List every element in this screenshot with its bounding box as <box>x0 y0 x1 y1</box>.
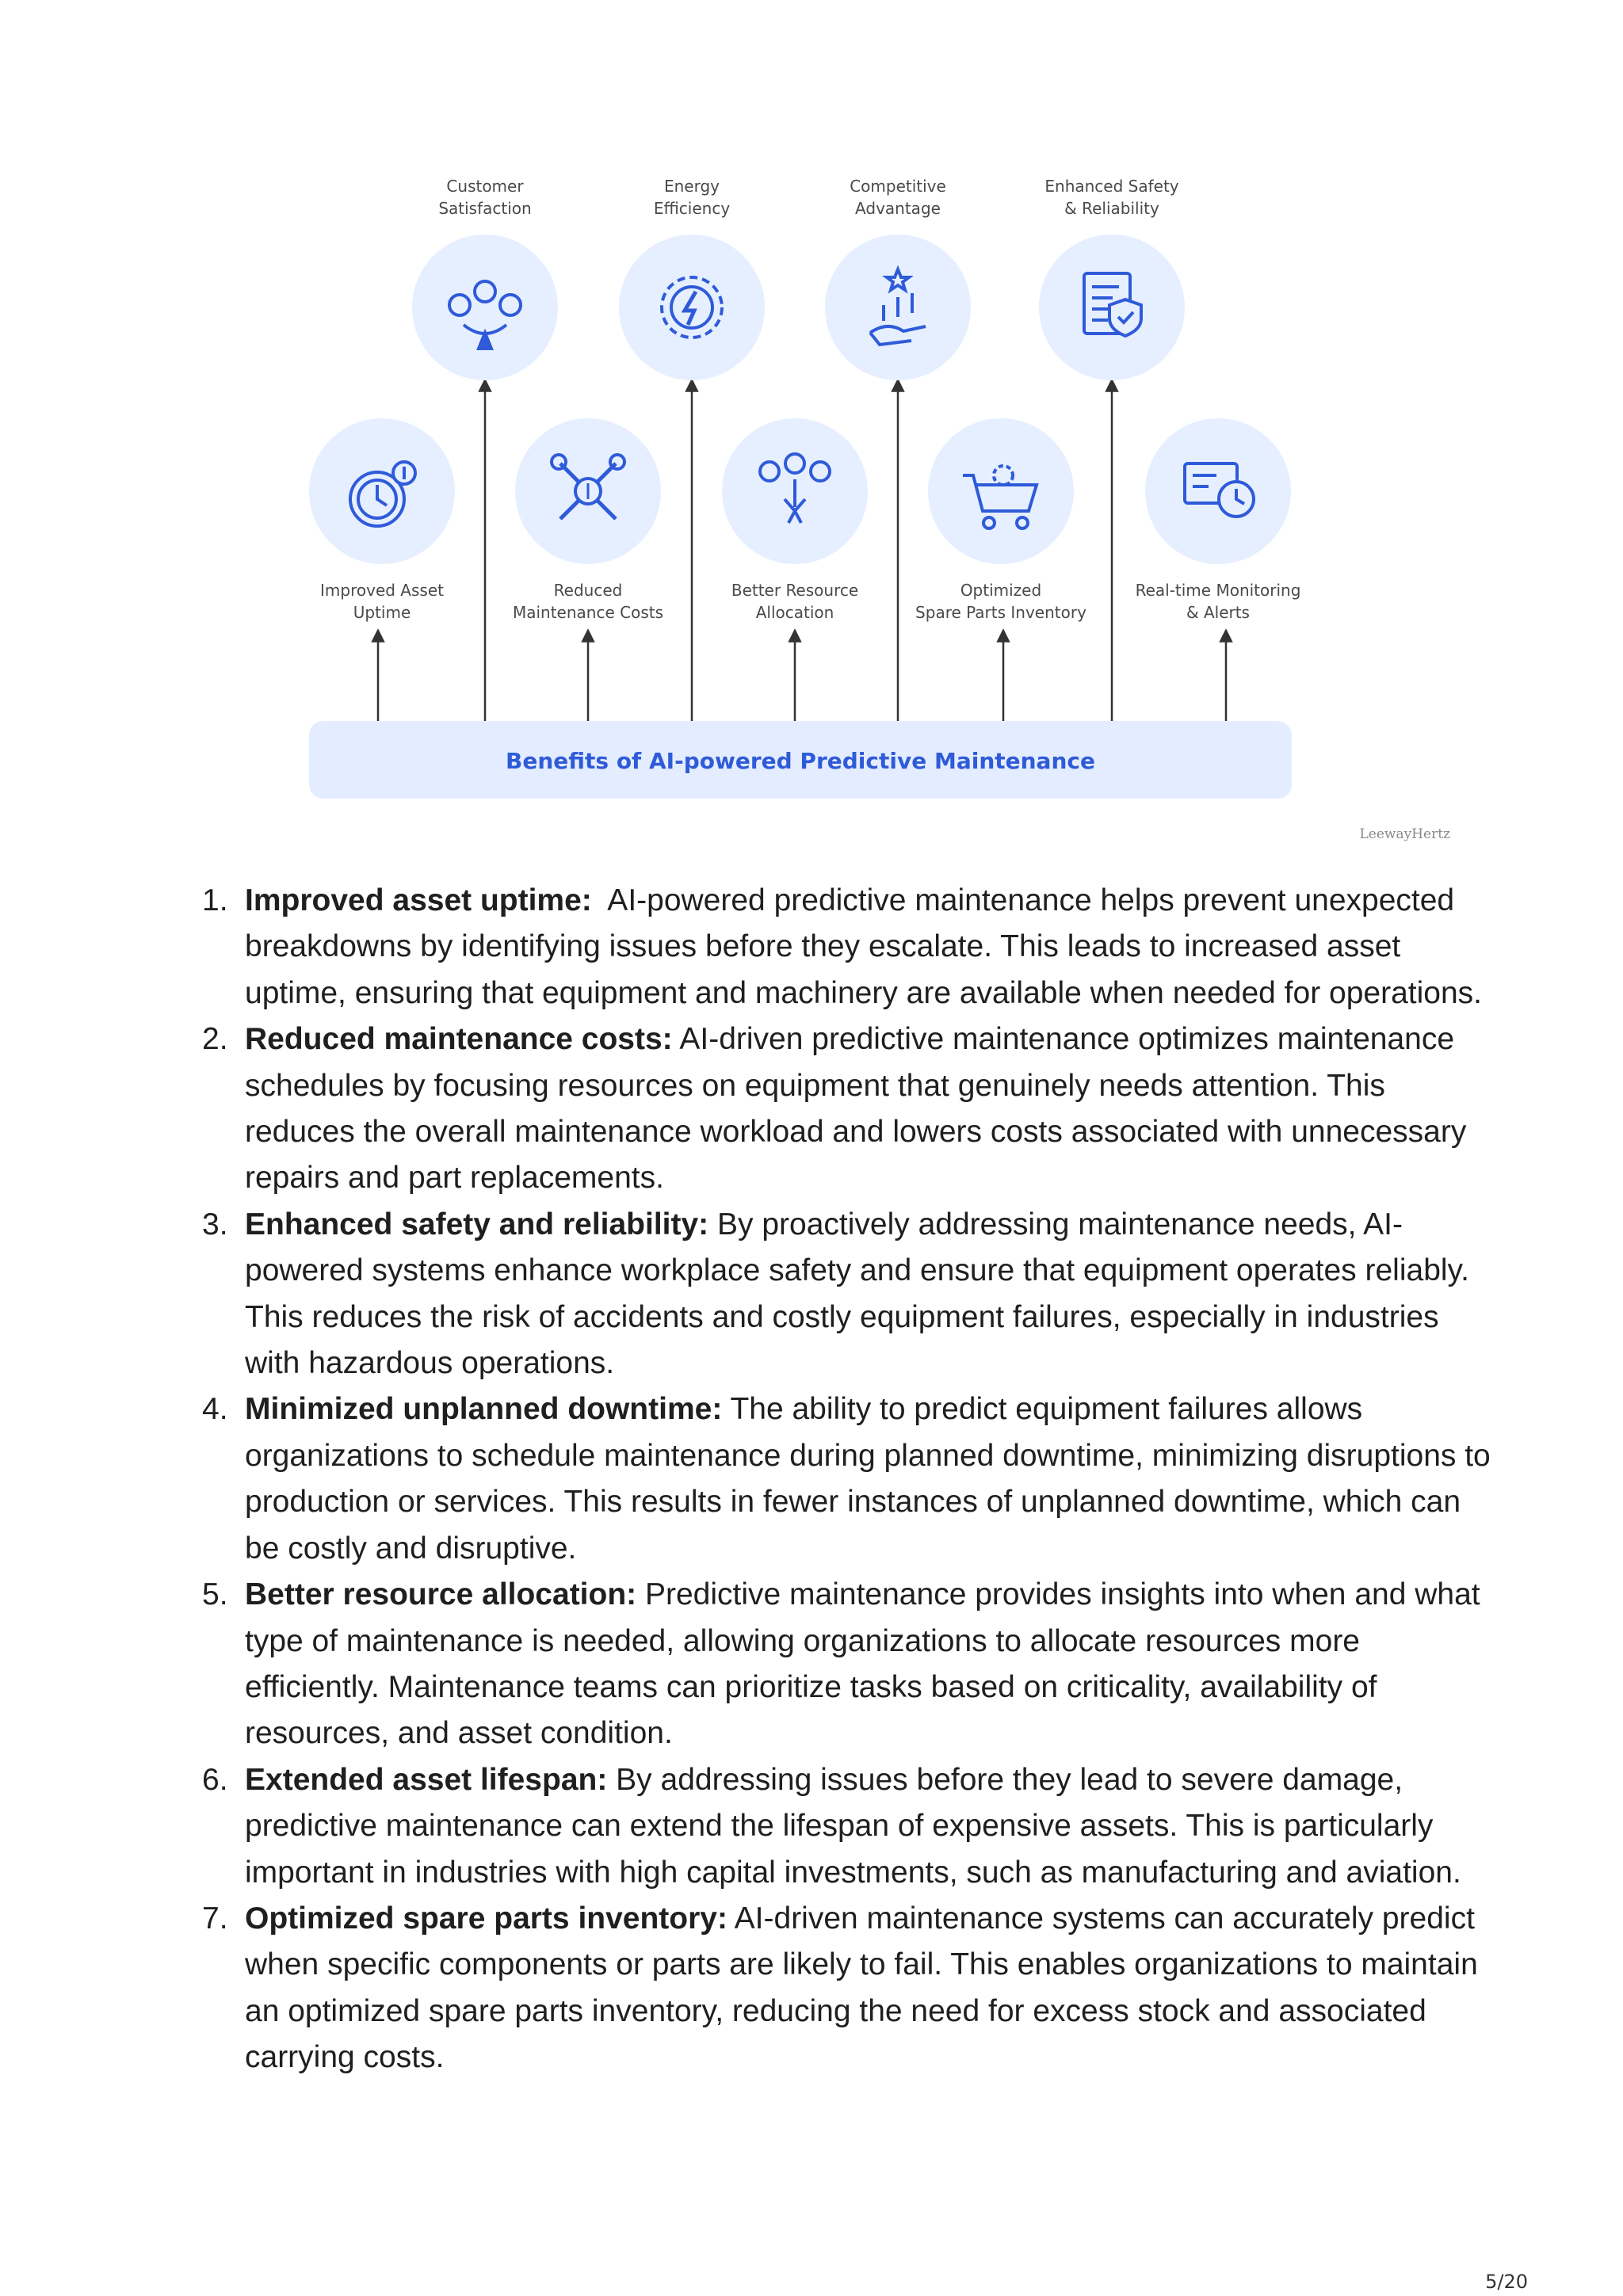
list-item-term: Better resource allocation: <box>245 1577 637 1612</box>
list-item-number: 6. <box>202 1762 228 1797</box>
node-label-line: Allocation <box>755 603 834 622</box>
list-item-text: AI-powered predictive maintenance helps prevent unexpected breakdowns by identifying issues before they escalate. This leads to increased asset uptime, ensuring that equipment and machinery are available when needed for operations. <box>245 883 1482 1010</box>
node-label-line: Real-time Monitoring <box>1135 581 1301 600</box>
page-number: 5/20 <box>1485 2271 1528 2293</box>
node-circle <box>412 235 558 380</box>
node-circle <box>619 235 765 380</box>
node-label-line: Customer <box>446 177 524 196</box>
list-item-text: AI-driven predictive maintenance optimizes maintenance schedules by focusing resources on equipment that genuinely needs attention. This reduces the overall maintenance workload and lowers costs associated with unnecessary repairs and part replacements. <box>245 1022 1467 1196</box>
list-item-text: The ability to predict equipment failures allows organizations to schedule maintenance during planned downtime, minimizing disruptions to production or services. This results in fewer instances of unplanned downtime, which can be costly and disruptive. <box>245 1392 1491 1566</box>
list-item-number: 2. <box>202 1022 228 1057</box>
watermark-logo: LeewayHertz <box>1359 826 1450 842</box>
node-label-line: & Reliability <box>1064 199 1159 218</box>
list-item <box>202 1757 1502 1896</box>
node-safety-reliability <box>1039 177 1185 380</box>
list-item-term: Enhanced safety and reliability: <box>245 1207 709 1241</box>
list-item <box>202 878 1502 1016</box>
node-circle <box>928 418 1074 564</box>
node-resource-allocation <box>722 418 868 622</box>
list-item-number: 1. <box>202 883 228 917</box>
node-competitive-advantage <box>825 177 971 380</box>
benefits-diagram <box>0 0 1623 871</box>
list-item-text: By addressing issues before they lead to severe damage, predictive maintenance can extend the lifespan of expensive assets. This is particularly important in industries with high capital investments, such as manufacturing and aviation. <box>245 1762 1461 1890</box>
node-label-line: Better Resource <box>731 581 859 600</box>
diagram-banner-title: Benefits of AI-powered Predictive Maintenance <box>506 748 1095 774</box>
list-item-text: By proactively addressing maintenance needs, AI-powered systems enhance workplace safety and ensure that equipment operates reliably. This reduces the risk of accidents and costly equipment failures, especially in industries with hazardous operations. <box>245 1207 1469 1381</box>
node-label-line: Reduced <box>553 581 623 600</box>
node-circle <box>1145 418 1291 564</box>
list-item-number: 7. <box>202 1901 228 1936</box>
node-label-line: Satisfaction <box>438 199 532 218</box>
node-asset-uptime <box>309 418 455 622</box>
node-label-line: Efficiency <box>653 199 731 218</box>
node-label-line: Spare Parts Inventory <box>915 603 1086 622</box>
list-item-term: Extended asset lifespan: <box>245 1762 608 1797</box>
node-label-line: Maintenance Costs <box>512 603 664 622</box>
node-label-line: Uptime <box>353 603 411 622</box>
list-item-number: 5. <box>202 1577 228 1612</box>
node-label-line: Competitive <box>850 177 946 196</box>
list-item-number: 3. <box>202 1207 228 1241</box>
node-label-line: Advantage <box>855 199 941 218</box>
list-item-term: Optimized spare parts inventory: <box>245 1901 727 1936</box>
list-item <box>202 1896 1502 2081</box>
node-maintenance-costs <box>513 418 663 622</box>
node-customer-satisfaction <box>412 177 558 380</box>
node-spare-parts <box>915 418 1086 622</box>
node-energy-efficiency <box>619 177 765 380</box>
node-circle <box>309 418 455 564</box>
list-item-text: AI-driven maintenance systems can accurately predict when specific components or parts are likely to fail. This enables organizations to maintain an optimized spare parts inventory, reducing the need for excess stock and associated carrying costs. <box>245 1901 1478 2075</box>
list-item-term: Improved asset uptime: <box>245 883 592 917</box>
node-label-line: Optimized <box>960 581 1042 600</box>
node-label-line: Improved Asset <box>320 581 444 600</box>
list-item-text: Predictive maintenance provides insights into when and what type of maintenance is needed, allowing organizations to allocate resources more efficiently. Maintenance teams can prioritize tasks based on criticality, availability of resources, and asset condition. <box>245 1577 1480 1751</box>
list-item <box>202 1016 1502 1202</box>
list-item-term: Reduced maintenance costs: <box>245 1022 673 1057</box>
list-item-number: 4. <box>202 1392 228 1427</box>
list-item <box>202 1202 1502 1387</box>
node-label-line: Enhanced Safety <box>1044 177 1179 196</box>
list-item <box>202 1386 1502 1572</box>
benefits-list <box>202 878 1502 2081</box>
list-item-term: Minimized unplanned downtime: <box>245 1392 723 1427</box>
node-monitoring-alerts <box>1136 418 1301 622</box>
node-label-line: & Alerts <box>1186 603 1250 622</box>
node-label-line: Energy <box>663 177 720 196</box>
list-item <box>202 1572 1502 1757</box>
